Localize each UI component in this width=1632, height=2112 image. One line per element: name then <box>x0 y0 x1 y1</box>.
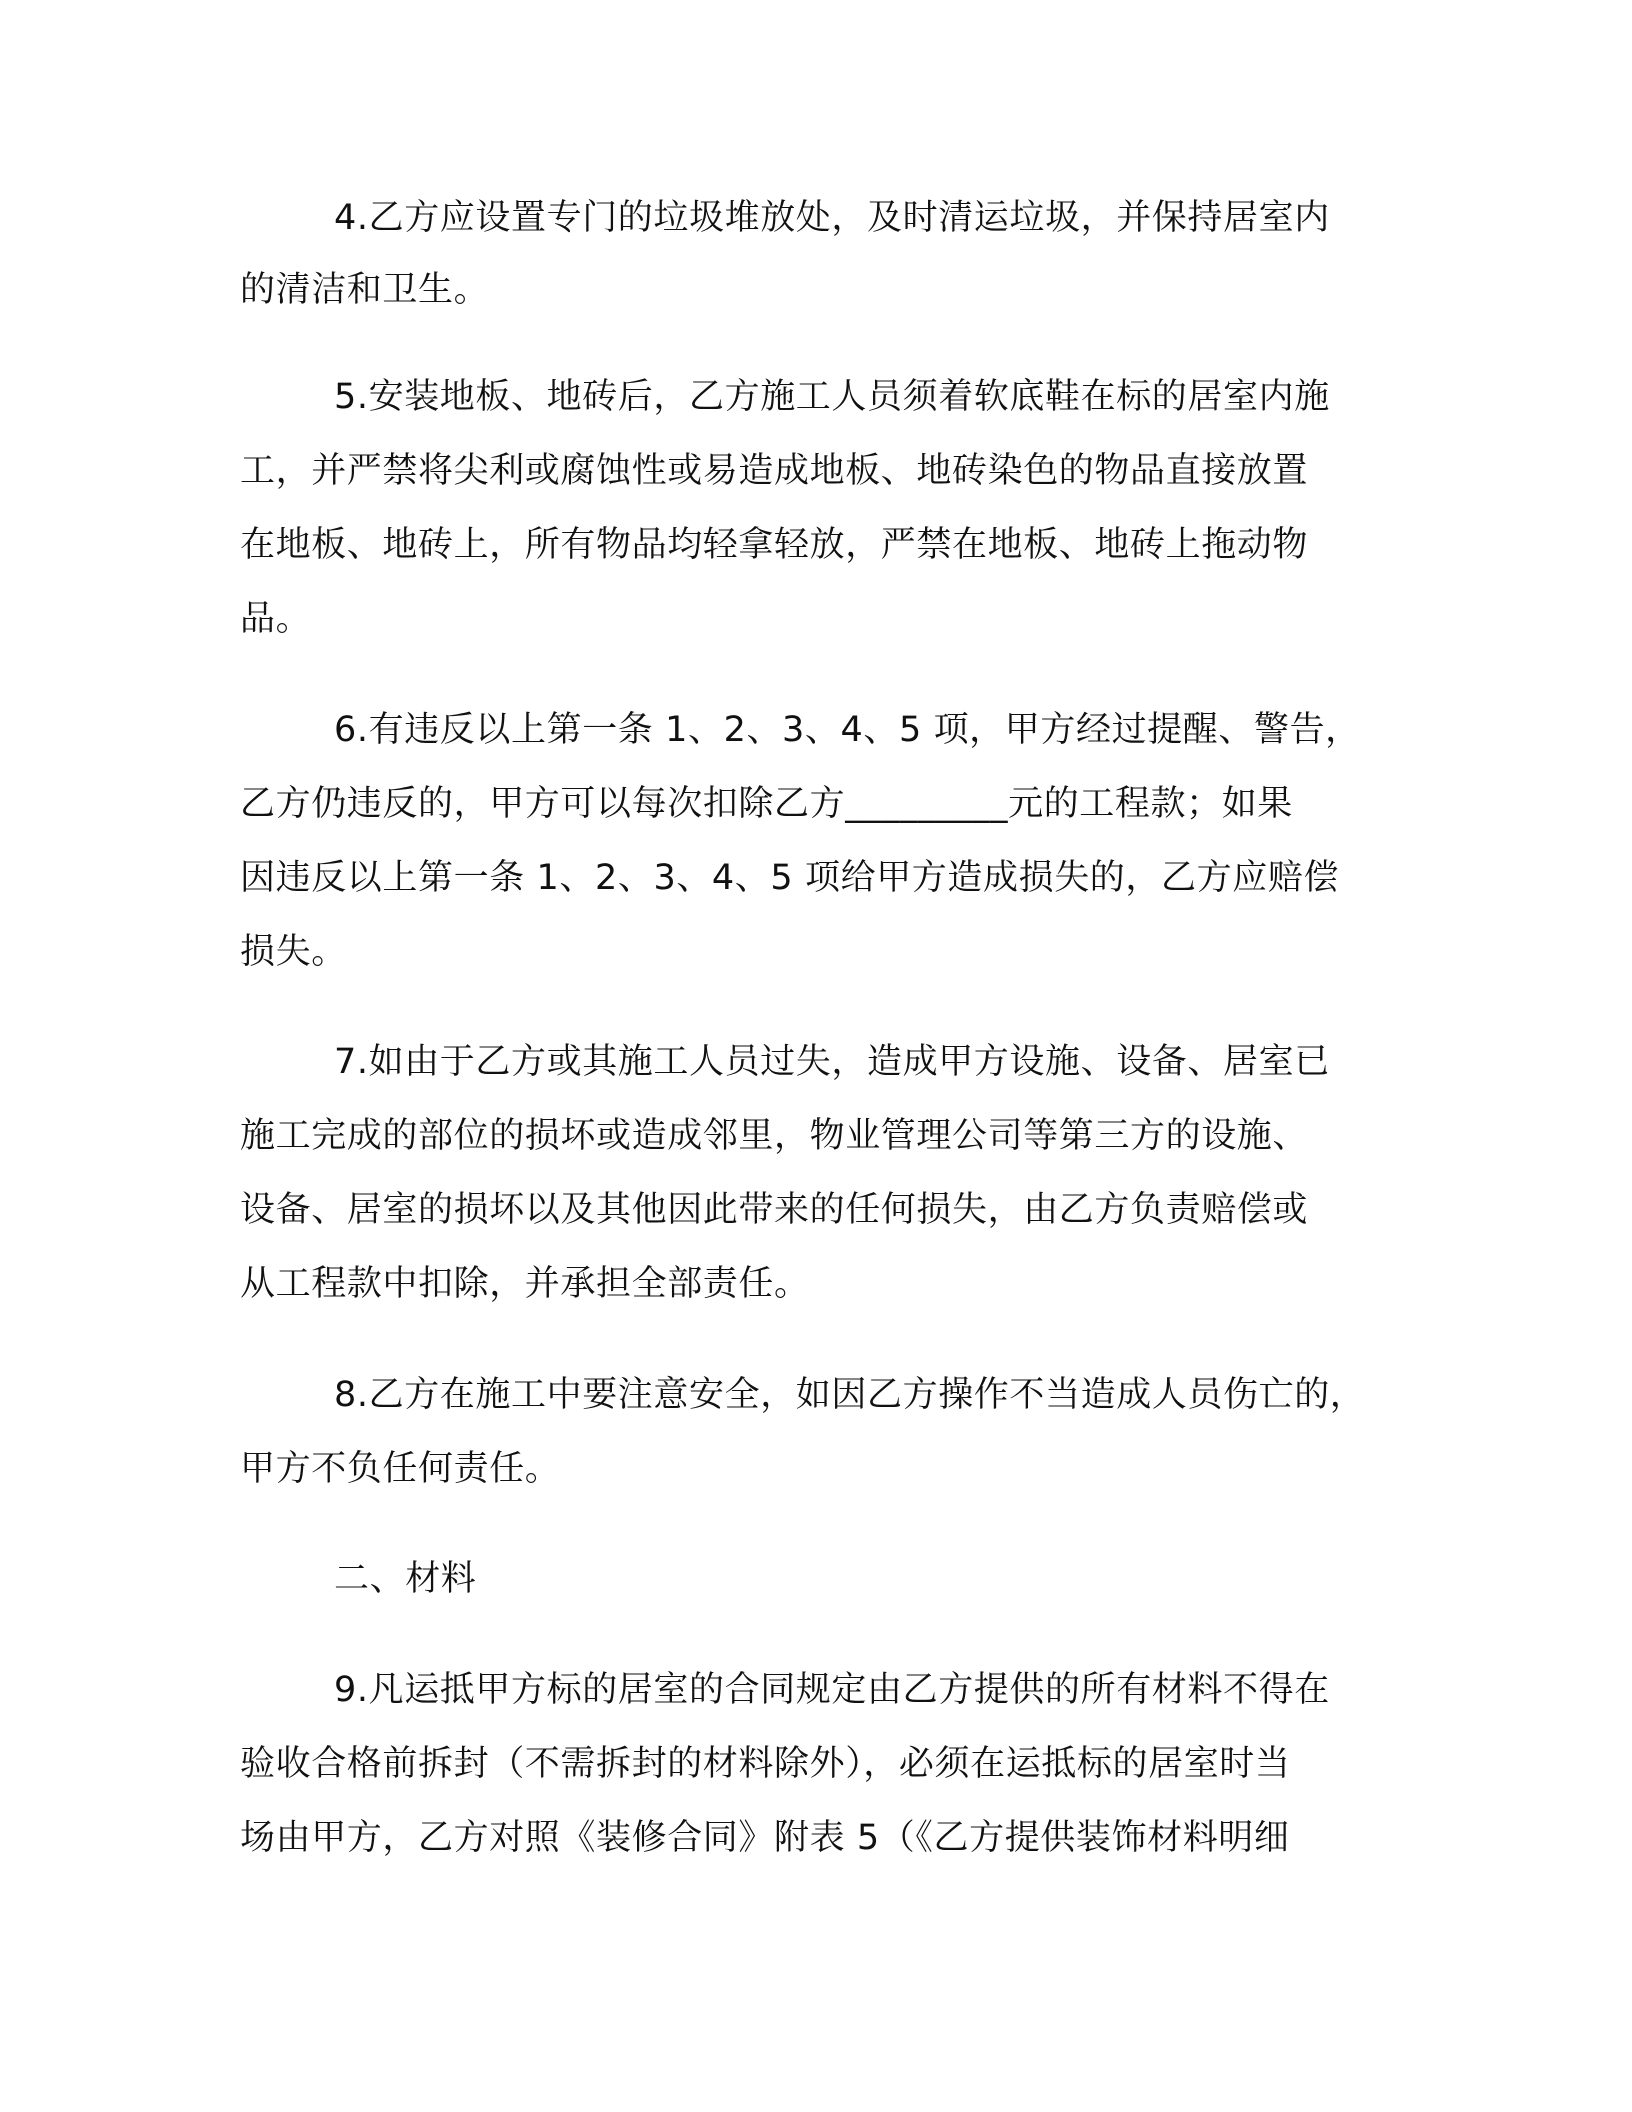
paragraph-5-line-4: 品。 <box>240 599 312 639</box>
paragraph-5-line-3: 在地板、地砖上，所有物品均轻拿轻放，严禁在地板、地砖上拖动物 <box>240 525 1309 565</box>
paragraph-4-line-2: 的清洁和卫生。 <box>240 270 490 310</box>
paragraph-5-line-1: 5.安装地板、地砖后，乙方施工人员须着软底鞋在标的居室内施 <box>334 377 1330 417</box>
paragraph-9-line-1: 9.凡运抵甲方标的居室的合同规定由乙方提供的所有材料不得在 <box>334 1670 1330 1710</box>
paragraph-8-line-1: 8.乙方在施工中要注意安全，如因乙方操作不当造成人员伤亡的， <box>334 1375 1366 1415</box>
paragraph-7-line-2: 施工完成的部位的损坏或造成邻里，物业管理公司等第三方的设施、 <box>240 1116 1309 1156</box>
paragraph-5-line-2: 工，并严禁将尖利或腐蚀性或易造成地板、地砖染色的物品直接放置 <box>240 451 1309 491</box>
paragraph-6-line-4: 损失。 <box>240 932 347 972</box>
paragraph-8-line-2: 甲方不负任何责任。 <box>240 1449 561 1489</box>
paragraph-7-line-1: 7.如由于乙方或其施工人员过失，造成甲方设施、设备、居室已 <box>334 1042 1330 1082</box>
paragraph-9-line-2: 验收合格前拆封（不需拆封的材料除外），必须在运抵标的居室时当 <box>240 1744 1291 1784</box>
section-heading-materials: 二、材料 <box>334 1559 477 1599</box>
paragraph-6-line-3: 因违反以上第一条 1、2、3、4、5 项给甲方造成损失的，乙方应赔偿 <box>240 858 1339 898</box>
paragraph-6-line-1: 6.有违反以上第一条 1、2、3、4、5 项，甲方经过提醒、警告， <box>334 710 1361 750</box>
paragraph-9-line-3: 场由甲方，乙方对照《装修合同》附表 5（《乙方提供装饰材料明细 <box>240 1818 1290 1858</box>
paragraph-4-line-1: 4.乙方应设置专门的垃圾堆放处，及时清运垃圾，并保持居室内 <box>334 198 1330 238</box>
paragraph-7-line-4: 从工程款中扣除，并承担全部责任。 <box>240 1264 810 1304</box>
paragraph-6-line-2: 乙方仍违反的，甲方可以每次扣除乙方_________元的工程款；如果 <box>240 784 1293 824</box>
paragraph-7-line-3: 设备、居室的损坏以及其他因此带来的任何损失，由乙方负责赔偿或 <box>240 1190 1309 1230</box>
